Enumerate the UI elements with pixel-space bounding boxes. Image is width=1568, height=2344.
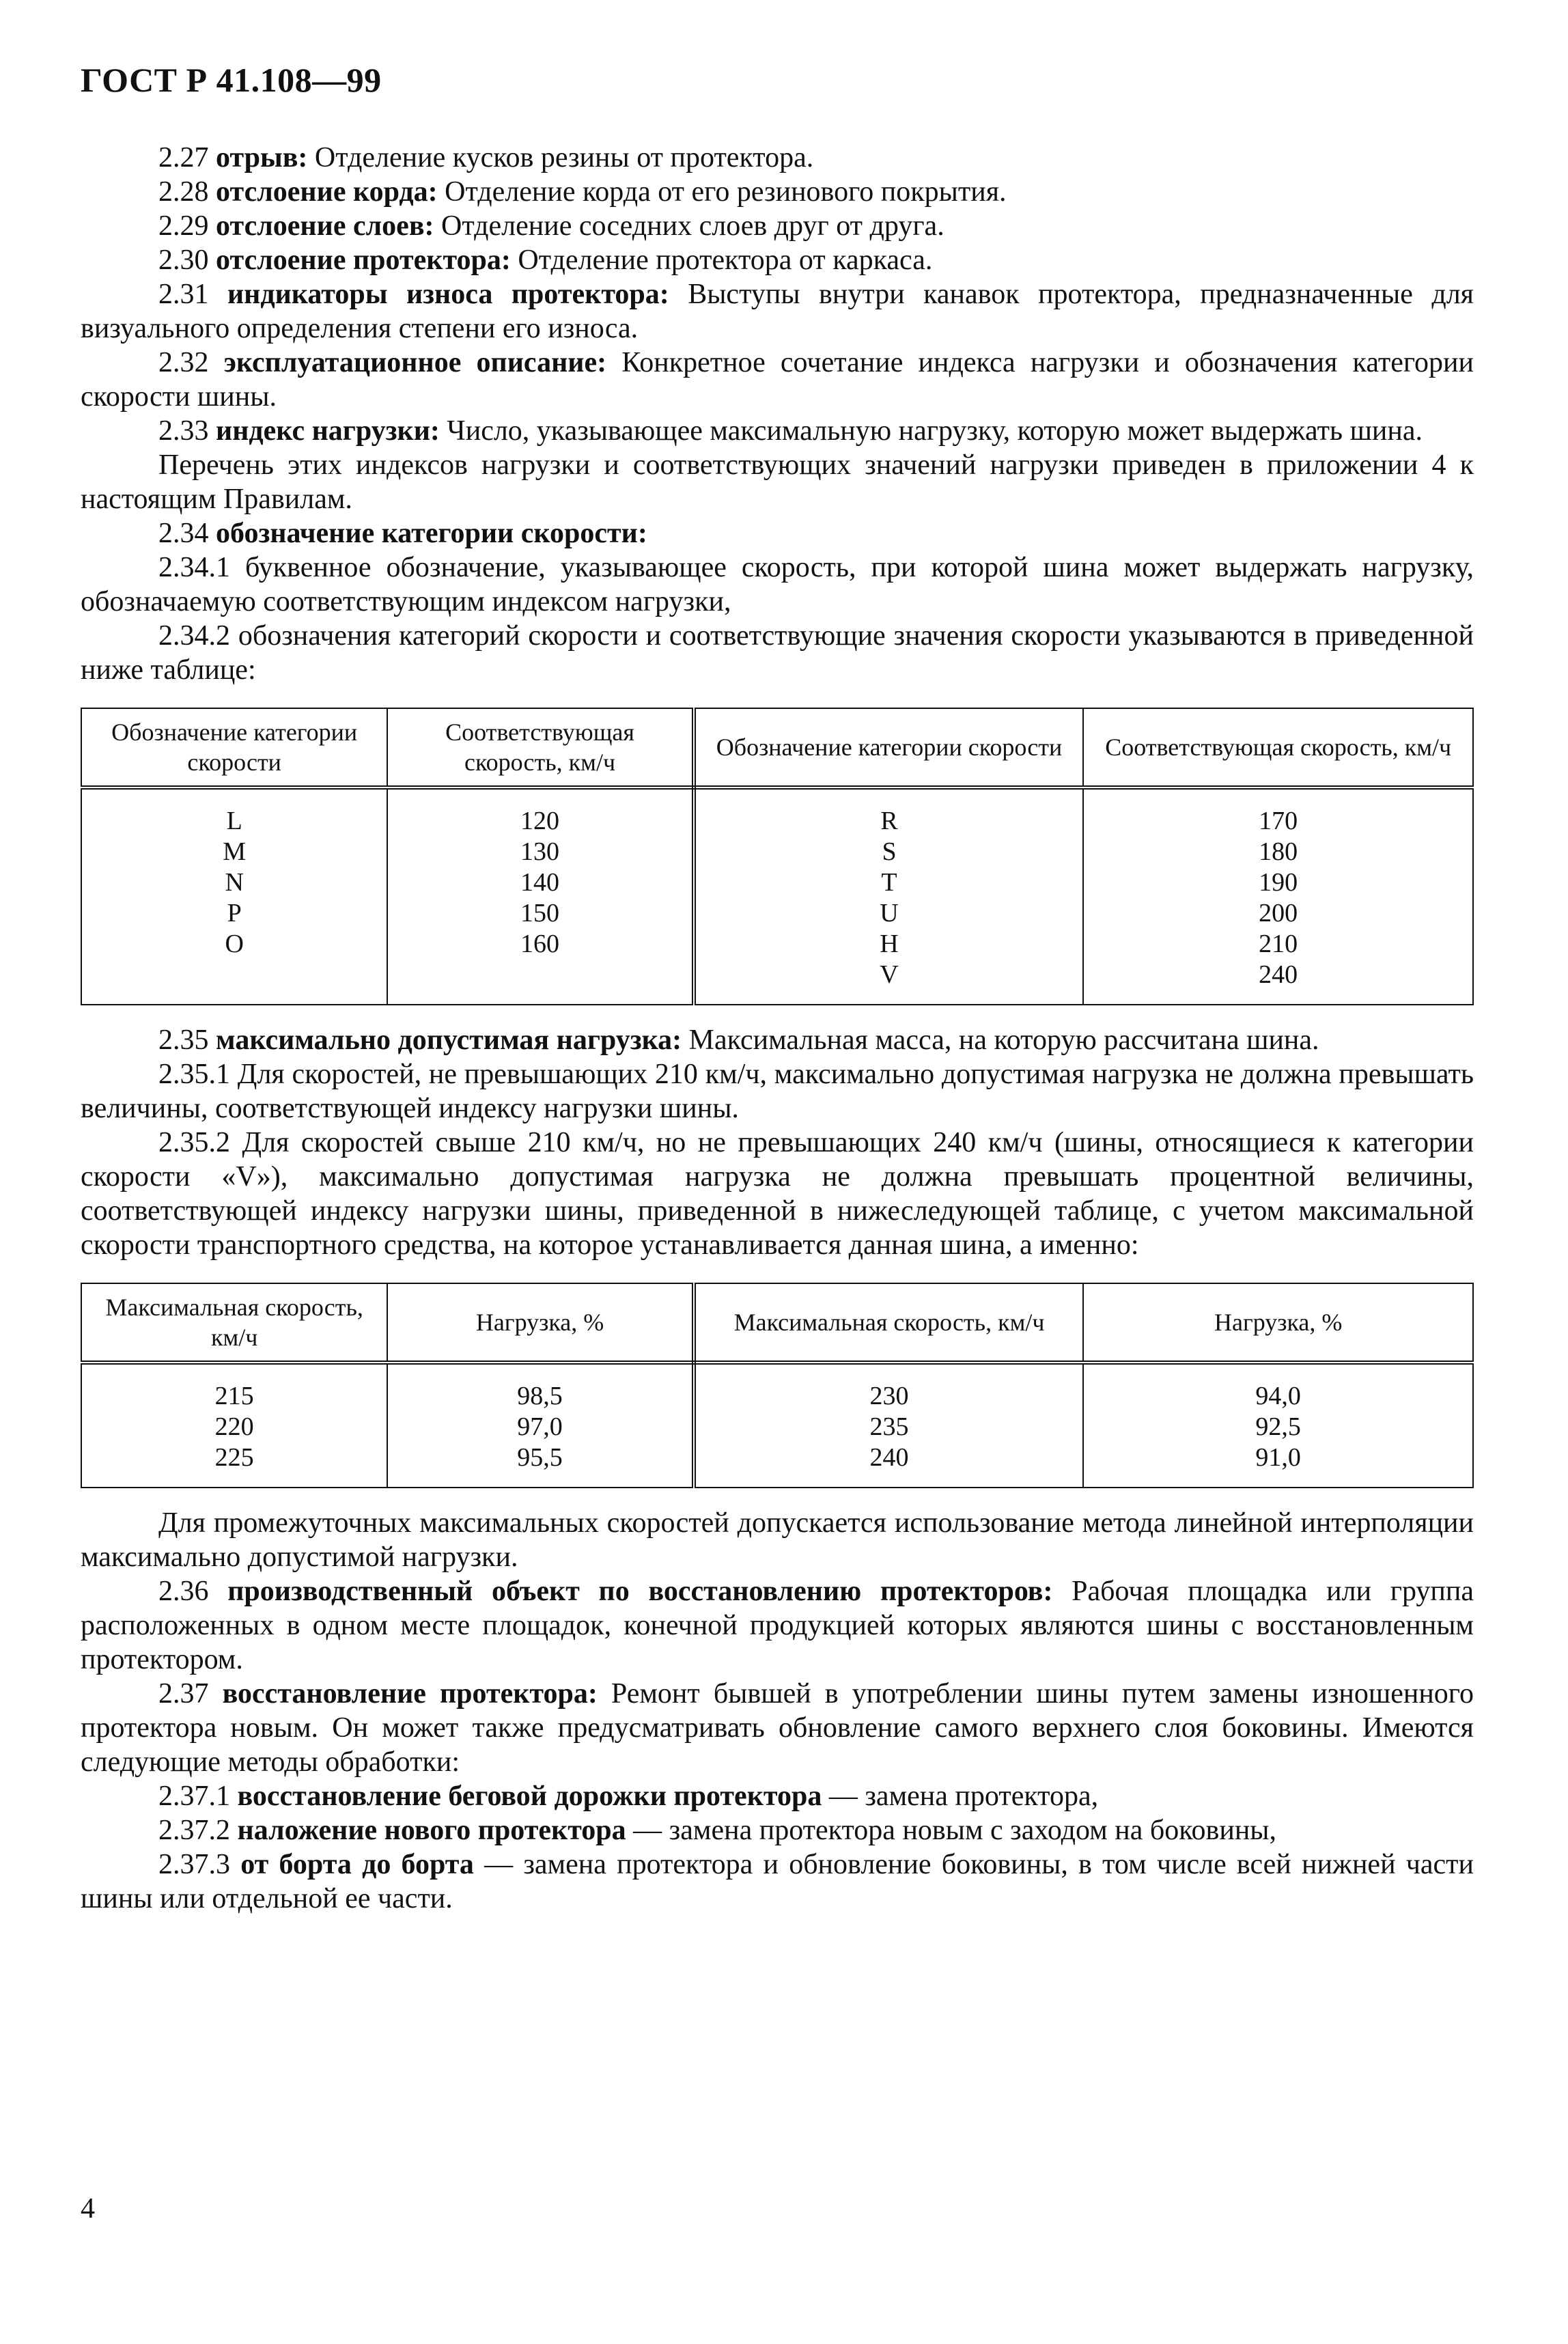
paragraph	[81, 1023, 1474, 1057]
paragraph-term: отслоение протектора:	[216, 245, 511, 276]
paragraph-number: 2.37.1	[158, 1781, 238, 1812]
paragraph-text: Для промежуточных максимальных скоростей допускается использование метода линейной интерполяции максимально допустимой нагрузки.	[81, 1507, 1474, 1573]
paragraph	[81, 1677, 1474, 1779]
paragraph-text: обозначения категорий скорости и соответствующие значения скорости указываются в приведенной ниже таблице:	[81, 620, 1474, 686]
paragraph-term: производственный объект по восстановлению протекторов:	[227, 1576, 1053, 1607]
speed-category-table	[81, 708, 1474, 1005]
paragraph-term: отслоение корда:	[216, 176, 438, 208]
paragraph-term: обозначение категории скорости:	[216, 518, 647, 549]
paragraph-text: Число, указывающее максимальную нагрузку, которую может выдержать шина.	[439, 415, 1423, 447]
paragraph	[81, 277, 1474, 346]
table-cell-value: 190	[1259, 868, 1298, 897]
table-cell-value: 220	[214, 1412, 254, 1441]
paragraph-text: Выступы внутри канавок протектора, предназначенные для визуального определения степени его износа.	[81, 279, 1474, 344]
table2-header-3: Максимальная скорость, км/ч	[694, 1283, 1084, 1363]
paragraph-text: Отделение соседних слоев друг от друга.	[434, 210, 944, 242]
table-cell-value: 240	[1259, 960, 1298, 989]
paragraph-term: эксплуатационное описание:	[223, 347, 607, 378]
table-cell-value: 240	[869, 1443, 909, 1472]
paragraph-text: Максимальная масса, на которую рассчитана шина.	[682, 1024, 1319, 1056]
table-cell-value: N	[225, 868, 244, 897]
paragraph-number: 2.37.3	[158, 1849, 241, 1880]
table-cell-value: P	[227, 899, 242, 927]
paragraph	[81, 1813, 1474, 1847]
paragraph-term: от борта до борта	[240, 1849, 474, 1880]
table1-header-2: Соответствующая скорость, км/ч	[387, 708, 693, 787]
table-cell-value: 200	[1259, 899, 1298, 927]
table1-header-3: Обозначение категории скорости	[694, 708, 1084, 787]
page-number: 4	[81, 2193, 95, 2224]
table-cell-value: 94,0	[1255, 1382, 1301, 1410]
table1-header-4: Соответствующая скорость, км/ч	[1083, 708, 1473, 787]
paragraph-text: буквенное обозначение, указывающее скорость, при которой шина может выдержать нагрузку, обозначаемую соответствующим индексом нагрузки,	[81, 552, 1474, 617]
paragraph	[81, 346, 1474, 414]
table-cell-value: 92,5	[1255, 1412, 1301, 1441]
paragraph-text: — замена протектора и обновление боковины, в том числе всей нижней части шины или отдельной ее части.	[81, 1849, 1474, 1914]
paragraph-term: отслоение слоев:	[216, 210, 434, 242]
table1-col-speed-1	[387, 787, 693, 1005]
paragraph-number: 2.35.1	[158, 1059, 238, 1090]
paragraph-term: восстановление беговой дорожки протектора	[237, 1781, 822, 1812]
paragraph-number: 2.37.2	[158, 1815, 238, 1846]
paragraph-text: — замена протектора новым с заходом на боковины,	[626, 1815, 1277, 1846]
paragraph-text: Рабочая площадка или группа расположенных в одном месте площадок, конечной продукцией которых являются шины с восстановленным протектором.	[81, 1576, 1474, 1675]
document-header: ГОСТ Р 41.108—99	[81, 61, 382, 99]
paragraph-term: наложение нового протектора	[237, 1815, 626, 1846]
paragraph-number: 2.28	[158, 176, 216, 208]
table-cell-value: 95,5	[517, 1443, 563, 1472]
paragraph-text: Для скоростей, не превышающих 210 км/ч, максимально допустимая нагрузка не должна превышать величины, соответствующей индексу нагрузки шины.	[81, 1059, 1474, 1124]
table-cell-value: R	[880, 807, 898, 835]
table2-col-load-2	[1083, 1363, 1473, 1488]
paragraph-number: 2.27	[158, 142, 216, 173]
table2-col-max-speed-1	[81, 1363, 387, 1488]
paragraph-term: индикаторы износа протектора:	[227, 279, 669, 310]
table-cell-value: V	[880, 960, 899, 989]
table-cell-value: 130	[520, 837, 560, 866]
paragraph	[81, 1779, 1474, 1813]
table-cell-value: U	[880, 899, 899, 927]
table-cell-value: 170	[1259, 807, 1298, 835]
table-cell-value: 150	[520, 899, 560, 927]
paragraph-number: 2.34.2	[158, 620, 238, 652]
table1-col-speed-category-1	[81, 787, 387, 1005]
paragraphs-between-tables	[81, 1023, 1474, 1262]
table-cell-value: 180	[1259, 837, 1298, 866]
table-cell-value: 225	[214, 1443, 254, 1472]
table-cell-value: H	[880, 930, 899, 958]
paragraph-text: Отделение кусков резины от протектора.	[307, 142, 814, 173]
table2-header-4: Нагрузка, %	[1083, 1283, 1473, 1363]
paragraph-text: Отделение протектора от каркаса.	[510, 245, 933, 276]
paragraph	[81, 1847, 1474, 1916]
paragraph-text: Конкретное сочетание индекса нагрузки и обозначения категории скорости шины.	[81, 347, 1474, 413]
paragraph-term: максимально допустимая нагрузка:	[216, 1024, 682, 1056]
table2-col-max-speed-2	[694, 1363, 1084, 1488]
table2-header-2: Нагрузка, %	[387, 1283, 693, 1363]
paragraph	[81, 1126, 1474, 1262]
table-cell-value: 210	[1259, 930, 1298, 958]
paragraph	[81, 141, 1474, 175]
table1-header-1: Обозначение категории скорости	[81, 708, 387, 787]
table-cell-value: 98,5	[517, 1382, 563, 1410]
paragraph-number: 2.34	[158, 518, 216, 549]
paragraph-text: Отделение корда от его резинового покрытия.	[437, 176, 1007, 208]
paragraph-number: 2.34.1	[158, 552, 245, 583]
table2-col-load-1	[387, 1363, 693, 1488]
table1-col-speed-2	[1083, 787, 1473, 1005]
table-cell-value: 215	[214, 1382, 254, 1410]
paragraph	[81, 175, 1474, 209]
paragraph-number: 2.37	[158, 1678, 223, 1710]
paragraph-text: Для скоростей свыше 210 км/ч, но не превышающих 240 км/ч (шины, относящиеся к категории скорости «V»), максимально допустимая нагрузка не должна превышать процентной величины, соответствующей индексу нагрузки шины, приведенной в нижеследующей таблице, с учетом максимальной скорости транспортного средства, на которое устанавливается данная шина, а именно:	[81, 1127, 1474, 1261]
paragraph-number: 2.33	[158, 415, 216, 447]
paragraph-number: 2.30	[158, 245, 216, 276]
paragraph-number: 2.35	[158, 1024, 216, 1056]
paragraph-term: индекс нагрузки:	[216, 415, 440, 447]
table-cell-value: 97,0	[517, 1412, 563, 1441]
table2-header-1: Максимальная скорость, км/ч	[81, 1283, 387, 1363]
paragraph	[81, 448, 1474, 516]
table-cell-value: 235	[869, 1412, 909, 1441]
paragraphs-before-table1	[81, 141, 1474, 687]
max-speed-load-table	[81, 1283, 1474, 1488]
paragraph	[81, 209, 1474, 243]
paragraph	[81, 243, 1474, 277]
table-cell-value: M	[223, 837, 247, 866]
table-cell-value: L	[226, 807, 242, 835]
paragraphs-after-table2	[81, 1506, 1474, 1916]
paragraph-text: Ремонт бывшей в употреблении шины путем замены изношенного протектора новым. Он может также предусматривать обновление самого верхнего слоя боковины. Имеются следующие методы обработки:	[81, 1678, 1474, 1778]
paragraph	[81, 550, 1474, 619]
paragraph-number: 2.36	[158, 1576, 228, 1607]
table-cell-value: S	[882, 837, 897, 866]
table-cell-value: 140	[520, 868, 560, 897]
paragraph	[81, 1057, 1474, 1126]
paragraph	[81, 414, 1474, 448]
paragraph-term: восстановление протектора:	[222, 1678, 598, 1710]
paragraph	[81, 1574, 1474, 1677]
document-body	[81, 141, 1474, 1916]
table1-col-speed-category-2	[694, 787, 1084, 1005]
paragraph	[81, 619, 1474, 687]
table-cell-value: 120	[520, 807, 560, 835]
paragraph-number: 2.35.2	[158, 1127, 242, 1158]
table-cell-value: 160	[520, 930, 560, 958]
paragraph	[81, 516, 1474, 550]
paragraph-term: отрыв:	[216, 142, 308, 173]
paragraph-text: — замена протектора,	[822, 1781, 1099, 1812]
paragraph-number: 2.31	[158, 279, 227, 310]
table-cell-value: 230	[869, 1382, 909, 1410]
paragraph-number: 2.29	[158, 210, 216, 242]
table-cell-value: O	[225, 930, 244, 958]
paragraph-text: Перечень этих индексов нагрузки и соответствующих значений нагрузки приведен в приложении 4 к настоящим Правилам.	[81, 449, 1474, 515]
table-cell-value: 91,0	[1255, 1443, 1301, 1472]
paragraph-number: 2.32	[158, 347, 224, 378]
paragraph	[81, 1506, 1474, 1574]
table-cell-value: T	[881, 868, 897, 897]
